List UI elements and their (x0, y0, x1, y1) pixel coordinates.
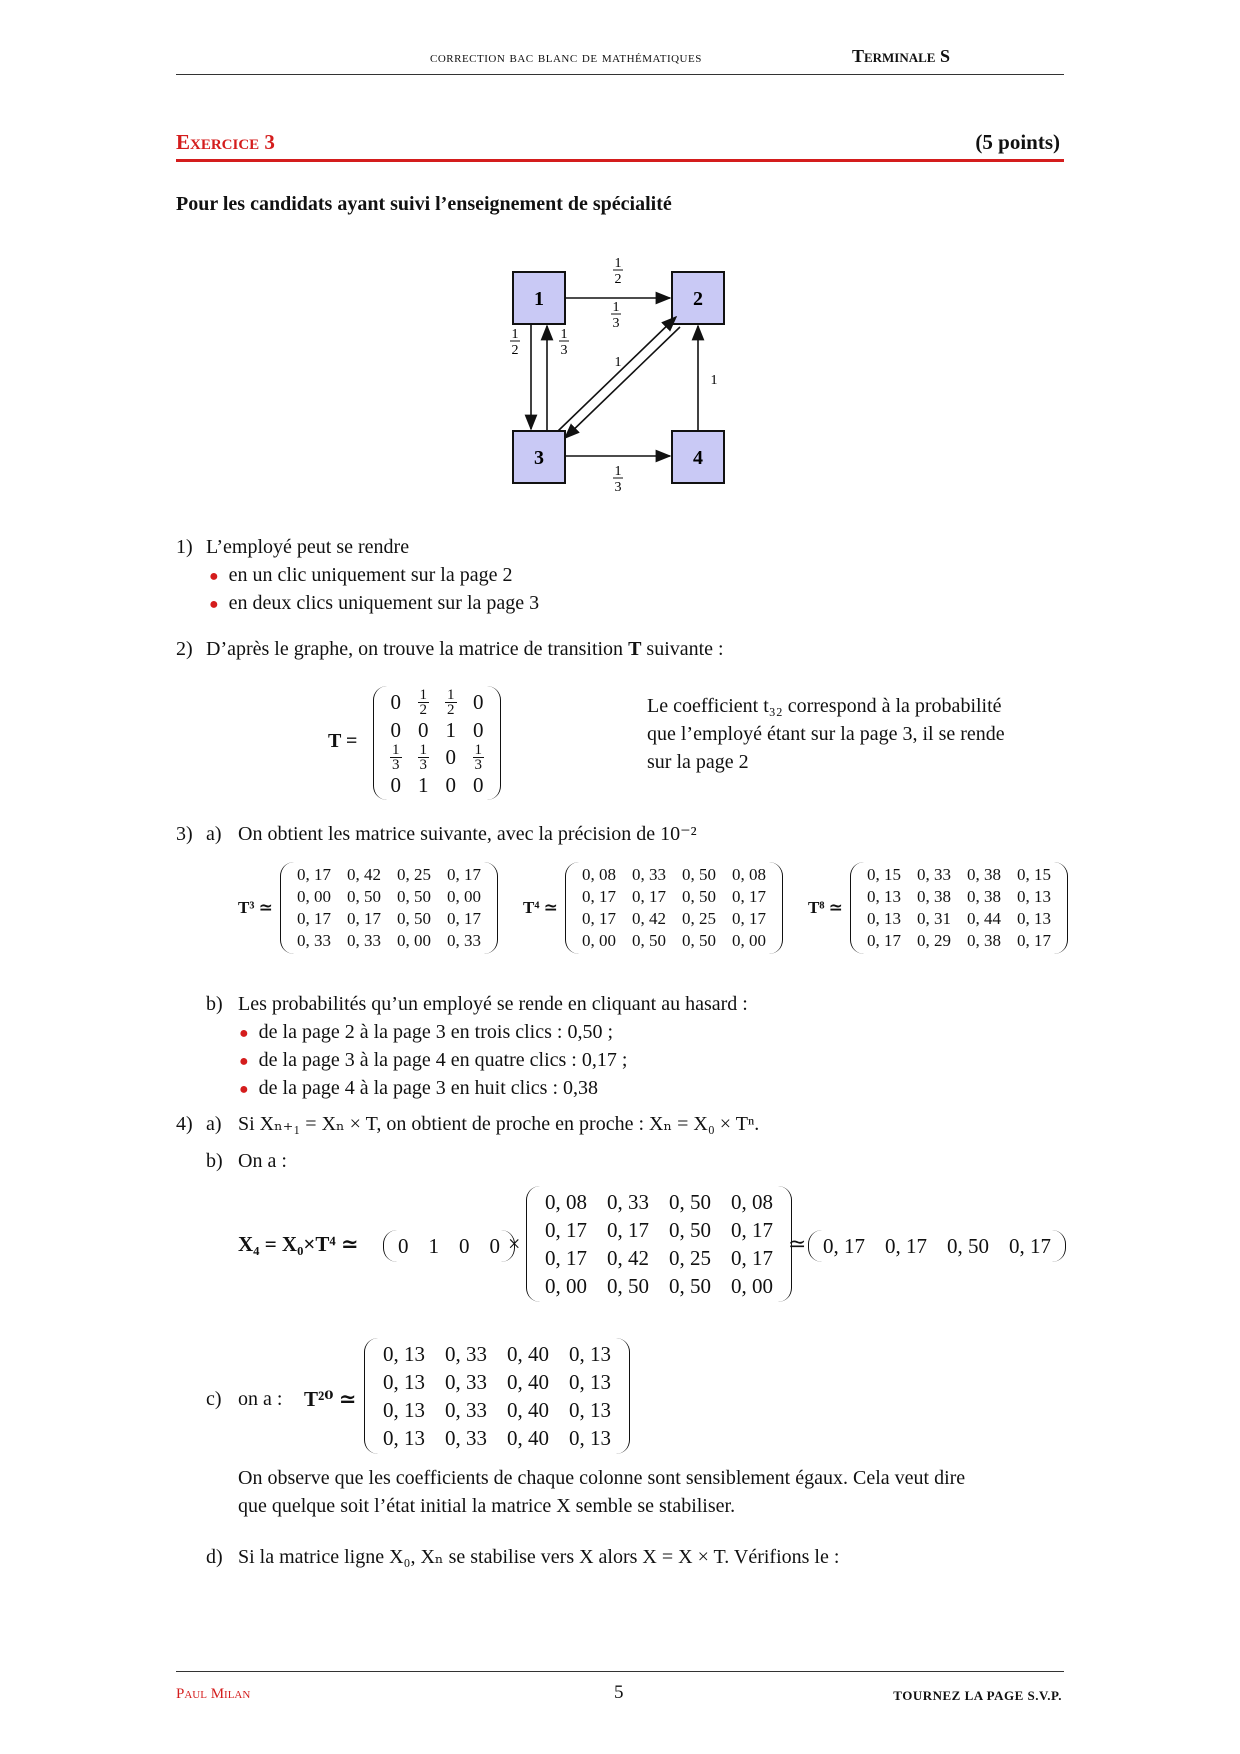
matrix-T-cell: 0 (418, 717, 429, 742)
matrix-T3-row (289, 864, 489, 886)
matrix-T20-cell: 0, 13 (383, 1425, 425, 1450)
matrix-T4-product-cell: 0, 50 (669, 1217, 711, 1242)
matrix-T4-product-cell: 0, 50 (607, 1273, 649, 1298)
matrix-T4-cell: 0, 50 (632, 931, 666, 950)
matrix-T3-cell: 0, 50 (397, 909, 431, 928)
row-vector-X0-cell: 1 (428, 1233, 439, 1258)
matrix-T20-row (373, 1396, 621, 1424)
bullet-icon: ● (239, 1053, 249, 1070)
matrix-T-label: T = (328, 730, 358, 752)
matrix-T4-cell: 0, 17 (582, 887, 616, 906)
matrix-T3-cell: 0, 33 (297, 931, 331, 950)
matrix-T3-cell: 0, 17 (297, 865, 331, 884)
matrix-T8 (850, 862, 1068, 954)
q4c-observation-line-1: On observe que les coefficients de chaque colonne sont sensiblement égaux. Cela veut dire (238, 1467, 966, 1489)
matrix-T8-cell: 0, 38 (917, 887, 951, 906)
matrix-T-cell: 0 (473, 772, 484, 797)
matrix-T20-row (373, 1424, 621, 1452)
matrix-T20-cell: 0, 40 (507, 1341, 549, 1366)
matrix-T4-cell: 0, 50 (682, 865, 716, 884)
matrix-T20-cell: 0, 13 (569, 1341, 611, 1366)
edge-3-4-num: 1 (614, 464, 622, 479)
header-rule (176, 74, 1064, 75)
matrix-T8-cell: 0, 38 (967, 887, 1001, 906)
matrix-T20-cell: 0, 40 (507, 1397, 549, 1422)
header-title: correction bac blanc de mathématiques (430, 50, 702, 66)
matrix-T-table (382, 688, 492, 798)
matrix-T3-cell: 0, 00 (447, 887, 481, 906)
T8-label: T⁸ ≃ (808, 898, 843, 917)
q3a-label: a) (206, 823, 222, 845)
q4-number: 4) (176, 1113, 193, 1135)
bullet-icon: ● (239, 1081, 249, 1098)
matrix-T-cell: 1 (418, 772, 429, 797)
matrix-T-cell: 0 (473, 690, 484, 714)
matrix-T20-cell: 0, 13 (383, 1341, 425, 1366)
matrix-T4-product-cell: 0, 08 (731, 1189, 773, 1214)
matrix-T4-cell: 0, 00 (732, 931, 766, 950)
matrix-T3-row (289, 930, 489, 952)
matrix-T4-product-cell: 0, 17 (731, 1217, 773, 1242)
q2-comment-line-3: sur la page 2 (647, 751, 749, 773)
footer-author: Paul Milan (176, 1686, 251, 1702)
matrix-T4-cell: 0, 42 (632, 909, 666, 928)
matrix-T3-cell: 0, 17 (447, 909, 481, 928)
matrix-T4-cell: 0, 17 (582, 909, 616, 928)
q1-bullet-1: en un clic uniquement sur la page 2 (228, 564, 513, 586)
matrix-T4-product-cell: 0, 25 (669, 1245, 711, 1270)
matrix-T3-cell: 0, 17 (447, 865, 481, 884)
matrix-T8-cell: 0, 13 (867, 909, 901, 928)
edge-4-2-label: 1 (710, 373, 718, 388)
footer-rule (176, 1671, 1064, 1672)
bullet-icon: ● (209, 596, 219, 613)
node-3-label: 3 (534, 447, 544, 469)
q4a-text: Si Xₙ₊₁ = Xₙ × T, on obtient de proche en proche : Xₙ = X₀ × Tⁿ. (238, 1113, 760, 1135)
q1-bullet-2: en deux clics uniquement sur la page 3 (228, 592, 540, 614)
matrix-T3-cell: 0, 17 (297, 909, 331, 928)
matrix-T8-cell: 0, 15 (867, 865, 901, 884)
edge-2-3 (565, 327, 680, 438)
matrix-T-row (382, 688, 492, 717)
matrix-T4-cell: 0, 17 (632, 887, 666, 906)
node-2-label: 2 (693, 288, 703, 310)
q3b-bullet-2: de la page 3 à la page 4 en quatre clics : 0,17 ; (258, 1049, 628, 1071)
matrix-T8-cell: 0, 38 (967, 865, 1001, 884)
matrix-T4-cell: 0, 33 (632, 865, 666, 884)
matrix-T3-cell: 0, 17 (347, 909, 381, 928)
matrix-T8-row (859, 930, 1059, 952)
q4b-lhs: X₄ = X₀×T⁴ ≃ (238, 1232, 359, 1256)
matrix-T3-row (289, 908, 489, 930)
matrix-T4-product-row (535, 1272, 783, 1300)
matrix-T8-cell: 0, 13 (1017, 887, 1051, 906)
matrix-T4-cell: 0, 17 (732, 887, 766, 906)
T3-label: T³ ≃ (238, 898, 273, 917)
matrix-T8-cell: 0, 44 (967, 909, 1001, 928)
matrix-T4-product-row (535, 1216, 783, 1244)
matrix-T4-cell: 0, 00 (582, 931, 616, 950)
matrix-T4-cell: 0, 08 (582, 865, 616, 884)
edge-3-2-num: 1 (612, 300, 620, 315)
q4d-label: d) (206, 1546, 223, 1568)
matrix-T3-cell: 0, 42 (347, 865, 381, 884)
matrix-T20-cell: 0, 33 (445, 1341, 487, 1366)
matrix-T3-cell: 0, 00 (397, 931, 431, 950)
matrix-T20 (364, 1338, 630, 1454)
matrix-T-cell: 0 (390, 717, 401, 742)
matrix-T4-row (574, 864, 774, 886)
matrix-T4-cell: 0, 25 (682, 909, 716, 928)
matrix-T4-product-cell: 0, 00 (731, 1273, 773, 1298)
matrix-T (373, 686, 501, 800)
q1-intro: L’employé peut se rendre (206, 536, 410, 558)
q3-number: 3) (176, 823, 193, 845)
matrix-T20-row (373, 1368, 621, 1396)
edge-3-2 (558, 317, 676, 431)
edge-3-4-den: 3 (614, 480, 622, 495)
edge-1-3-num: 1 (511, 327, 519, 342)
matrix-T8-cell: 0, 29 (917, 931, 951, 950)
q4d-text: Si la matrice ligne X₀, Xₙ se stabilise vers X alors X = X × T. Vérifions le : (238, 1546, 840, 1568)
exercise-rule (176, 159, 1064, 162)
matrix-T-cell: 0 (445, 772, 456, 797)
matrix-T-cell: 0 (445, 745, 456, 769)
matrix-T8-cell: 0, 13 (1017, 909, 1051, 928)
matrix-T-row (382, 772, 492, 798)
edge-3-2-den: 3 (612, 316, 620, 331)
q3b-label: b) (206, 993, 223, 1015)
bullet-icon: ● (239, 1025, 249, 1042)
node-1-label: 1 (534, 288, 544, 310)
matrix-T20-cell: 0, 13 (569, 1425, 611, 1450)
matrix-T20-cell: 0, 33 (445, 1425, 487, 1450)
matrix-T4-product-cell: 0, 17 (607, 1217, 649, 1242)
matrix-T4-cell: 0, 17 (732, 909, 766, 928)
row-vector-X0-cell: 0 (459, 1233, 470, 1258)
q3a-text: On obtient les matrice suivante, avec la précision de 10⁻² (238, 823, 697, 845)
page-number: 5 (614, 1682, 624, 1703)
matrix-T4-product-cell: 0, 50 (669, 1189, 711, 1214)
matrix-T-cell: 0 (473, 717, 484, 742)
matrix-T20-cell: 0, 40 (507, 1425, 549, 1450)
matrix-T20-row (373, 1340, 621, 1368)
edge-1-3-den: 2 (511, 343, 519, 358)
matrix-T20-cell: 0, 13 (569, 1369, 611, 1394)
matrix-T8-cell: 0, 33 (917, 865, 951, 884)
q4b-label: b) (206, 1150, 223, 1172)
edge-1-2-num: 1 (614, 256, 622, 271)
row-vector-X4-cell: 0, 17 (885, 1233, 927, 1258)
matrix-T4-product (526, 1186, 792, 1302)
matrix-T4-cell: 0, 50 (682, 931, 716, 950)
speciality-subtitle: Pour les candidats ayant suivi l’enseignement de spécialité (176, 193, 672, 215)
matrix-T-cell: $\frac{1}{2}$ (447, 687, 455, 718)
matrix-T20-cell: 0, 33 (445, 1397, 487, 1422)
approx-sign: ≃ (788, 1231, 807, 1256)
q4b-text: On a : (238, 1150, 287, 1172)
matrix-T-cell: $\frac{1}{3}$ (474, 742, 482, 773)
matrix-T4-product-row (535, 1244, 783, 1272)
node-4-label: 4 (693, 447, 703, 469)
edge-2-3-label: 1 (614, 355, 622, 370)
matrix-T-cell: $\frac{1}{3}$ (392, 742, 400, 773)
matrix-T3-cell: 0, 50 (347, 887, 381, 906)
matrix-T3-cell: 0, 33 (347, 931, 381, 950)
matrix-T4-cell: 0, 08 (732, 865, 766, 884)
matrix-T4-product-cell: 0, 42 (607, 1245, 649, 1270)
matrix-T4-product-cell: 0, 17 (545, 1217, 587, 1242)
matrix-T-cell: $\frac{1}{3}$ (419, 742, 427, 773)
matrix-T20-cell: 0, 13 (569, 1397, 611, 1422)
matrix-T20-cell: 0, 13 (383, 1397, 425, 1422)
q4c-text: on a : (238, 1388, 283, 1410)
matrix-T4-product-cell: 0, 08 (545, 1189, 587, 1214)
matrix-T8-row (859, 908, 1059, 930)
q4c-label: c) (206, 1388, 222, 1410)
row-vector-X0-cell: 0 (489, 1233, 500, 1258)
T4-label: T⁴ ≃ (523, 898, 558, 917)
row-vector-X4-cell: 0, 17 (823, 1233, 865, 1258)
footer-turn-page: TOURNEZ LA PAGE S.V.P. (893, 1688, 1062, 1703)
matrix-T-row (382, 743, 492, 772)
row-vector-X0 (383, 1230, 515, 1262)
matrix-T8-row (859, 886, 1059, 908)
row-vector-X4 (808, 1230, 1066, 1262)
matrix-T8-cell: 0, 17 (867, 931, 901, 950)
row-vector-X4-cell: 0, 17 (1009, 1233, 1051, 1258)
q2-comment-line-2: que l’employé étant sur la page 3, il se rende (647, 723, 1005, 745)
header-level: Terminale S (851, 46, 950, 66)
matrix-T-cell: $\frac{1}{2}$ (419, 687, 427, 718)
q2-comment-line-1: Le coefficient t₃₂ correspond à la probabilité (647, 695, 1002, 717)
matrix-T8-row (859, 864, 1059, 886)
matrix-T8-cell: 0, 38 (967, 931, 1001, 950)
matrix-T-row (382, 717, 492, 743)
q2-number: 2) (176, 638, 193, 660)
matrix-T4-cell: 0, 50 (682, 887, 716, 906)
bullet-icon: ● (209, 568, 219, 585)
matrix-T3 (280, 862, 498, 954)
matrix-T4-row (574, 930, 774, 952)
edge-3-1-den: 3 (560, 343, 568, 358)
matrix-T4 (565, 862, 783, 954)
matrix-T4-product-cell: 0, 50 (669, 1273, 711, 1298)
matrix-T4-product-cell: 0, 17 (731, 1245, 773, 1270)
matrix-T4-row (574, 886, 774, 908)
exercise-title: Exercice 3 (176, 130, 275, 154)
transition-graph (500, 255, 740, 505)
matrix-T20-cell: 0, 33 (445, 1369, 487, 1394)
q3b-bullet-3: de la page 4 à la page 3 en huit clics : 0,38 (258, 1077, 598, 1099)
matrix-T3-cell: 0, 33 (447, 931, 481, 950)
matrix-T20-cell: 0, 13 (383, 1369, 425, 1394)
matrix-T20-cell: 0, 40 (507, 1369, 549, 1394)
row-vector-X4-cell: 0, 50 (947, 1233, 989, 1258)
matrix-T8-cell: 0, 17 (1017, 931, 1051, 950)
edge-3-1-num: 1 (560, 327, 568, 342)
matrix-T3-cell: 0, 25 (397, 865, 431, 884)
matrix-T3-row (289, 886, 489, 908)
matrix-T-cell: 0 (390, 690, 401, 714)
q3b-bullet-1: de la page 2 à la page 3 en trois clics : 0,50 ; (258, 1021, 613, 1043)
matrix-T8-cell: 0, 15 (1017, 865, 1051, 884)
exercise-points: (5 points) (975, 130, 1060, 154)
matrix-T4-product-cell: 0, 17 (545, 1245, 587, 1270)
row-vector-X0-cell: 0 (398, 1233, 409, 1258)
matrix-T8-cell: 0, 13 (867, 887, 901, 906)
matrix-T4-product-cell: 0, 33 (607, 1189, 649, 1214)
q4a-label: a) (206, 1113, 222, 1135)
matrix-T3-cell: 0, 50 (397, 887, 431, 906)
edge-1-2-den: 2 (614, 272, 622, 287)
matrix-T4-row (574, 908, 774, 930)
matrix-T-cell: 1 (445, 717, 456, 742)
times-sign: × (508, 1231, 521, 1256)
T20-label: T²⁰ ≃ (304, 1387, 357, 1411)
q1-number: 1) (176, 536, 193, 558)
q4c-observation-line-2: que quelque soit l’état initial la matrice X semble se stabiliser. (238, 1495, 736, 1517)
matrix-T-cell: 0 (390, 772, 401, 797)
matrix-T4-product-cell: 0, 00 (545, 1273, 587, 1298)
matrix-T3-cell: 0, 00 (297, 887, 331, 906)
matrix-T4-product-row (535, 1188, 783, 1216)
q3b-text: Les probabilités qu’un employé se rende en cliquant au hasard : (238, 993, 748, 1015)
matrix-T8-cell: 0, 31 (917, 909, 951, 928)
q2-intro: D’après le graphe, on trouve la matrice de transition T suivante : (206, 638, 724, 660)
